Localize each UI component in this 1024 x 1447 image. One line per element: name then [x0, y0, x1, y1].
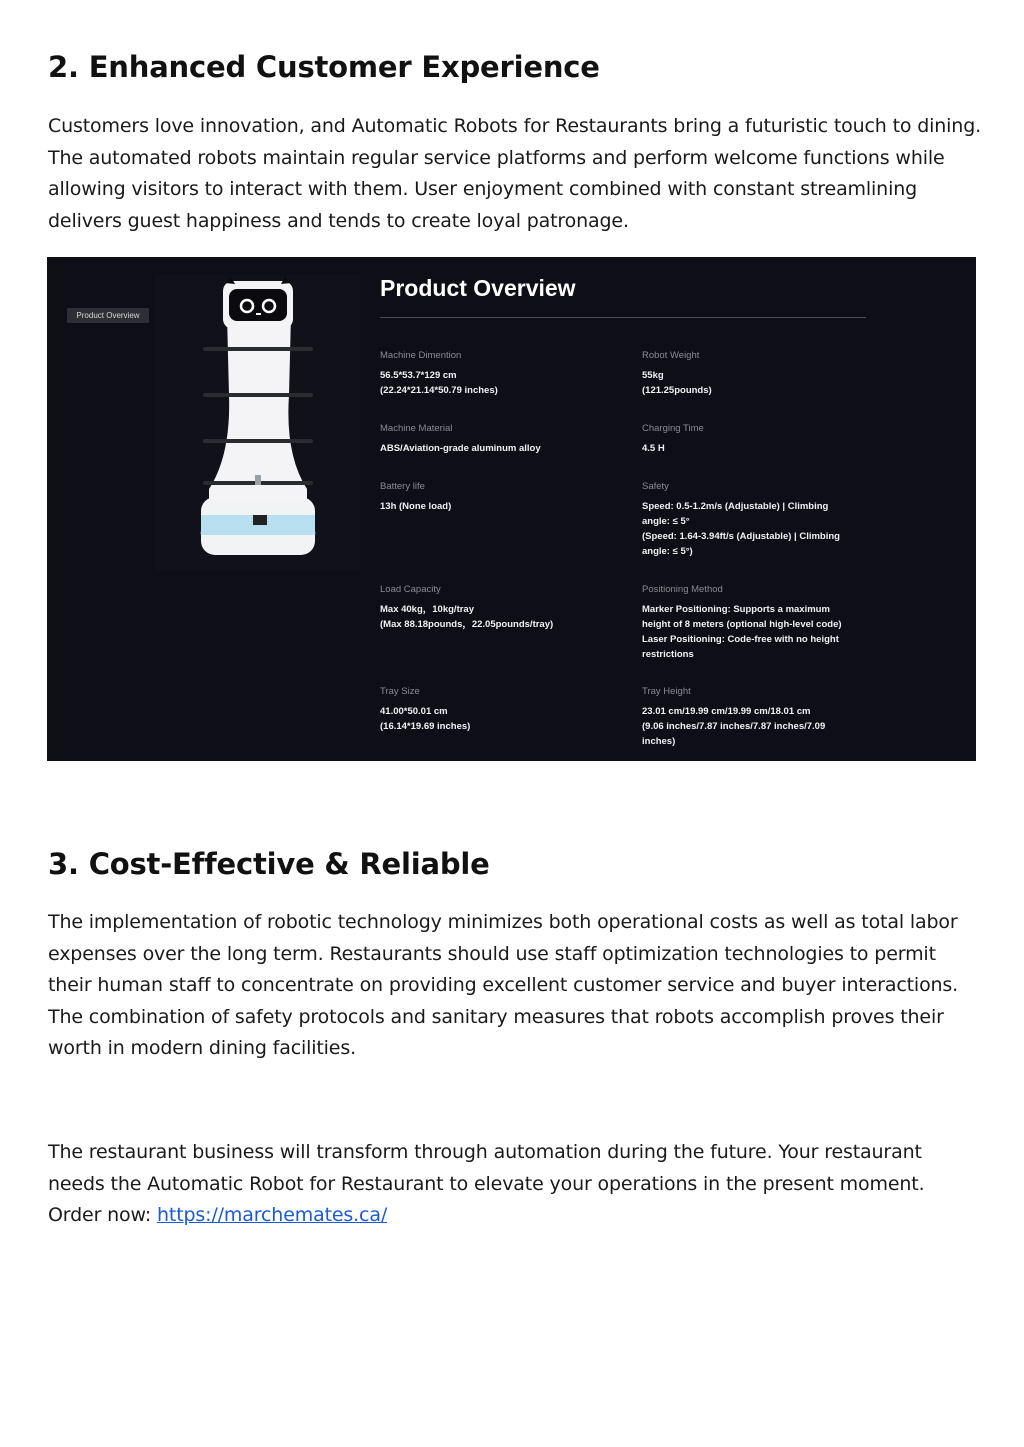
customer-experience-paragraph: Customers love innovation, and Automatic Robots for Restaurants bring a futuristic touch to dining. The automated robots maintain regular service platforms and perform welcome functions while allowing visitors to interact with them. User enjoyment combined with constant streamlining delivers guest happiness and tends to create loyal patronage.	[48, 115, 981, 232]
spec-value: 41.00*50.01 cm (16.14*19.69 inches)	[380, 706, 471, 732]
spec-value: Marker Positioning: Supports a maximum height of 8 meters (optional high-level code) Laser Positioning: Code-free with no height restrictions	[642, 604, 842, 660]
spec-value: 56.5*53.7*129 cm (22.24*21.14*50.79 inches)	[380, 370, 498, 396]
cost-effective-paragraph: The implementation of robotic technology minimizes both operational costs as well as total labor expenses over the long term. Restaurants should use staff optimization technologies to permit their human staff to concentrate on providing excellent customer service and buyer interactions. The combination of safety protocols and sanitary measures that robots accomplish proves their worth in modern dining facilities.	[48, 911, 959, 1059]
spec-value: Speed: 0.5-1.2m/s (Adjustable) | Climbing angle: ≤ 5° (Speed: 1.64-3.94ft/s (Adjustable) | Climbing angle: ≤ 5°)	[642, 501, 840, 557]
spec-label: Charging Time	[642, 423, 704, 434]
section-heading-cost-effective: 3. Cost-Effective & Reliable	[48, 847, 490, 881]
spec-machine-dimension	[380, 350, 620, 398]
spec-label: Machine Dimention	[380, 350, 462, 361]
product-overview-title: Product Overview	[380, 275, 576, 301]
spec-label: Robot Weight	[642, 350, 700, 361]
spec-label: Load Capacity	[380, 584, 441, 595]
spec-value: ABS/Aviation-grade aluminum alloy	[380, 443, 541, 454]
order-link[interactable]: https://marchemates.ca/	[157, 1204, 388, 1226]
spec-positioning-method	[642, 584, 882, 662]
closing-paragraph	[48, 1137, 983, 1232]
product-overview-tag: Product Overview	[67, 308, 149, 323]
spec-value: 4.5 H	[642, 443, 665, 454]
title-divider	[380, 317, 866, 318]
spec-robot-weight	[642, 350, 882, 398]
spec-label: Safety	[642, 481, 669, 492]
delivery-robot-illustration	[155, 275, 360, 571]
spec-machine-material	[380, 423, 620, 456]
spec-value: 23.01 cm/19.99 cm/19.99 cm/18.01 cm (9.06 inches/7.87 inches/7.87 inches/7.09 inches)	[642, 706, 826, 747]
spec-battery-life	[380, 481, 620, 514]
order-now-label: Order now:	[48, 1204, 157, 1226]
section-heading-customer-experience: 2. Enhanced Customer Experience	[48, 50, 600, 84]
spec-value: 55kg (121.25pounds)	[642, 370, 712, 396]
spec-tray-height	[642, 686, 872, 749]
spec-charging-time	[642, 423, 882, 456]
spec-label: Tray Size	[380, 686, 420, 697]
spec-label: Tray Height	[642, 686, 691, 697]
spec-tray-size	[380, 686, 620, 734]
spec-safety	[642, 481, 872, 559]
spec-value: Max 40kg，10kg/tray (Max 88.18pounds，22.05pounds/tray)	[380, 604, 554, 630]
closing-text: The restaurant business will transform through automation during the future. Your restaurant needs the Automatic Robot for Restaurant to elevate your operations in the present moment.	[48, 1141, 925, 1195]
spec-label: Battery life	[380, 481, 425, 492]
product-overview-image	[47, 257, 976, 761]
spec-label: Positioning Method	[642, 584, 723, 595]
spec-load-capacity	[380, 584, 620, 632]
spec-label: Machine Material	[380, 423, 453, 434]
spec-value: 13h (None load)	[380, 501, 452, 512]
